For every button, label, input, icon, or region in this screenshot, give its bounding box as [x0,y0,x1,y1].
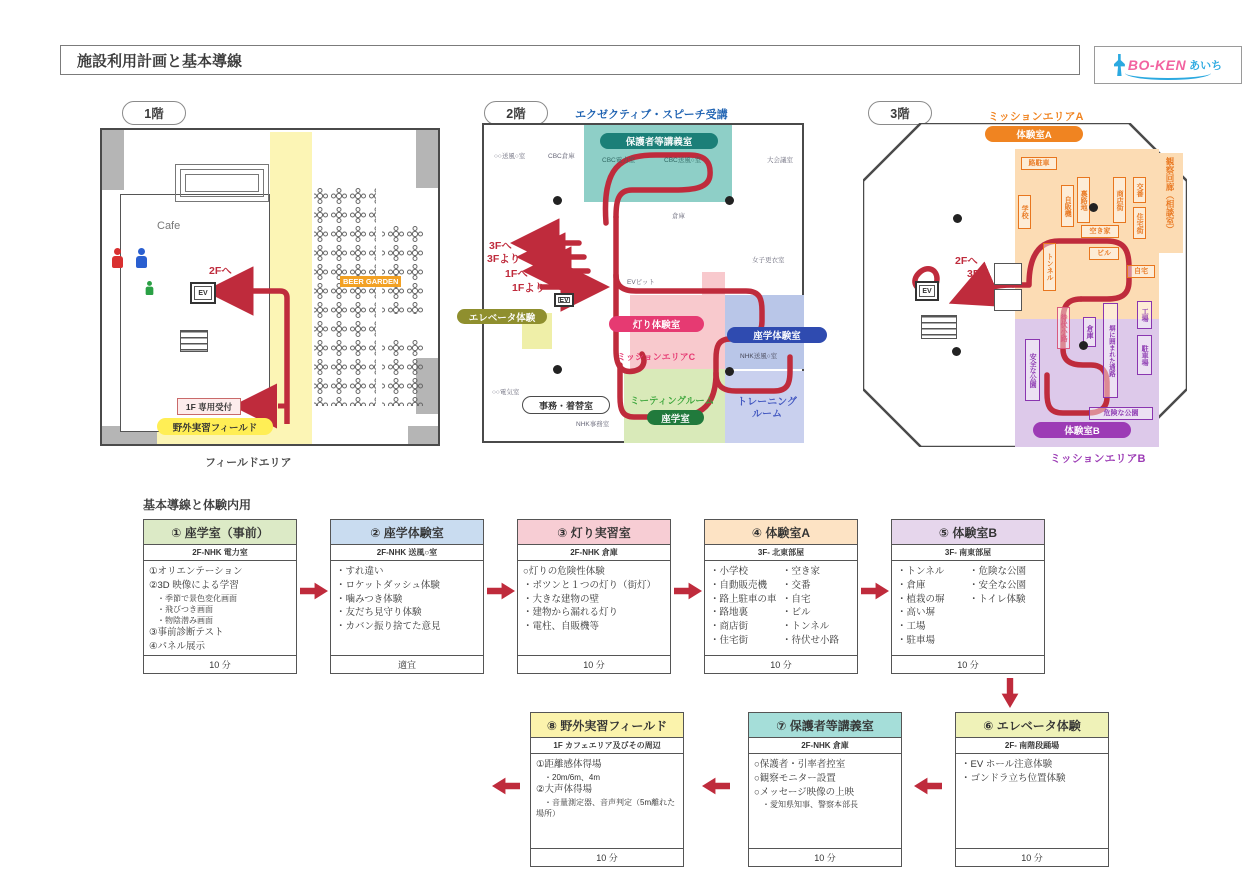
flow-arrow-right [487,581,515,601]
list-item: ・倉庫 [897,579,926,591]
mission-room: 空き家 [1081,225,1119,238]
flow-box-4 [704,519,858,674]
taiken-a-pill: 体験室A [985,126,1083,142]
mission-b-label: ミッションエリアB [1050,453,1146,465]
list-item: ・小学校 [710,566,749,577]
cafe-label: Cafe [157,220,181,232]
list-item: ①距離感体得場 [536,759,602,770]
junction-dot [1079,341,1088,350]
flow-box-col2 [782,565,852,651]
toilet-accessible-icon [146,281,154,295]
junction-dot [553,196,562,205]
flow-box-title: ③ 灯り実習室 [518,520,670,545]
from-3f-label: 3Fより [487,253,521,265]
list-item: ④パネル展示 [149,640,206,652]
flow-box-col1 [710,565,780,651]
mission-room: 住宅街 [1133,207,1146,239]
list-item: ・植栽の塀 [897,593,945,605]
room-label: ○○送風○室 [494,153,526,160]
list-item: ・飛びつき画面 [149,604,213,614]
flow-box-8 [530,712,684,867]
list-item: ・トンネル [897,566,945,577]
junction-dot [1089,203,1098,212]
field-area-label: フィールドエリア [205,457,292,469]
flow-box-items [749,754,901,848]
flow-arrow-left [492,776,520,796]
flow-box-title: ① 座学室（事前） [144,520,296,545]
mission-room: 安全な公園 [1025,339,1040,401]
flow-box-3 [517,519,671,674]
mission-room: 交番 [1133,177,1146,203]
mission-room: 路駐車 [1021,157,1057,170]
shaft-box [994,263,1022,285]
list-item: ・空き家 [782,566,821,577]
list-item: ・カバン振り捨てた意見 [336,621,441,633]
elevator-box: EV [190,282,216,304]
list-item: ・ロケットダッシュ体験 [336,579,440,591]
list-item: ・電柱、自販機等 [523,621,600,633]
flow-box-items [531,754,683,848]
jimu-pill: 事務・着替室 [522,396,610,414]
floor3-label: 3階 [868,101,932,125]
floor1-panel [85,96,457,486]
list-item: ・ゴンドラ立ち位置体験 [961,772,1066,784]
flow-arrow-left [914,776,942,796]
junction-dot [725,367,734,376]
floor1-plan [100,128,440,446]
list-item: ・工場 [897,621,926,633]
list-item: ・商店街 [710,621,749,633]
taiken-b-pill: 体験室B [1033,422,1131,438]
flow-box-title: ⑧ 野外実習フィールド [531,713,683,738]
junction-dot [553,365,562,374]
flow-box-2 [330,519,484,674]
toilet-women-icon [112,248,123,268]
to-3f-label: 3Fへ [967,268,990,280]
list-item: ・駐車場 [897,634,936,646]
flow-heading: 基本導線と体験内用 [143,498,252,512]
elevator-box: EV [554,293,574,307]
list-item: ・物陰潜み画面 [149,615,213,625]
beer-garden-label: BEER GARDEN [340,276,401,287]
floor2-label: 2階 [484,101,548,125]
room-label: NHK事務室 [576,421,610,428]
list-item: ・20m/6m、4m [536,772,601,782]
list-item: ・安全な公園 [969,579,1027,591]
mission-room: 待伏小路 [1057,307,1070,349]
flow-box-location: 2F-NHK 倉庫 [749,738,901,754]
to-2f-label: 2Fへ [955,255,978,267]
mission-c-label: ミッションエリアC [617,352,696,362]
to-1f-label: 1Fへ [505,268,528,280]
list-item: ○保護者・引率者控室 [754,759,846,770]
flow-box-location: 2F-NHK 電力室 [144,545,296,561]
flow-box-location: 3F- 南東部屋 [892,545,1044,561]
flow-box-location: 2F-NHK 倉庫 [518,545,670,561]
flow-box-6 [955,712,1109,867]
akari-pill: 灯り体験室 [609,316,704,332]
floor2-panel [460,96,845,476]
observation-corridor-label: 観察回廊（相談室） [1165,157,1175,234]
room-label: 女子更衣室 [752,257,785,264]
list-item: ・高い塀 [897,607,936,619]
room-label: CBC電力室 [602,157,636,164]
list-item: ・季節で景色変化画面 [149,593,237,603]
flow-box-location: 2F-NHK 送風○室 [331,545,483,561]
list-item: ・噛みつき体験 [336,593,403,605]
flow-arrow-down [1000,678,1020,708]
list-item: ・自宅 [782,593,811,605]
zagaku-taiken-pill: 座学体験室 [727,327,827,343]
to-2f-label: 2Fへ [209,265,232,277]
room-label: CBC倉庫 [548,153,575,160]
mission-room: 工場 [1137,301,1152,329]
list-item: ・路地裏 [710,607,749,619]
mission-room: 駐車場 [1137,335,1152,375]
flow-box-title: ⑤ 体験室B [892,520,1044,545]
flow-box-duration: 10 分 [144,655,296,673]
flow-box-duration: 適宜 [331,655,483,673]
list-item: ・待伏せ小路 [782,634,840,646]
flow-box-title: ④ 体験室A [705,520,857,545]
list-item: ・大きな建物の壁 [523,593,600,605]
floor3-plan [863,123,1187,447]
meeting-room-label: ミーティングルーム [630,396,715,407]
flow-box-duration: 10 分 [956,848,1108,866]
stairs-hatch [921,315,957,339]
list-item: ・愛知県知事、警察本部長 [754,800,858,810]
list-item: ①オリエンテーション [149,566,243,577]
from-1f-label: 1Fより [512,282,546,294]
room-label: 大会議室 [767,157,793,164]
list-item: ・危険な公園 [969,566,1027,577]
flow-box-col1 [897,565,967,651]
mission-room: 裏路地 [1077,177,1090,223]
list-item: ・交番 [782,579,811,591]
flow-box-duration: 10 分 [531,848,683,866]
training-room-label [734,397,800,421]
list-item: ・建物から漏れる灯り [523,607,619,619]
logo-swoosh [1125,66,1211,80]
mission-room: 危険な公園 [1089,407,1153,420]
junction-dot [953,214,962,223]
mission-room: 倉庫 [1083,317,1096,347]
flow-box-col2 [969,565,1039,651]
flow-box-items [705,561,857,655]
room-label: EVピット [627,279,655,286]
list-item: ・音量測定器、音声判定（5m離れた場所） [536,797,676,818]
elevator-box: EV [915,281,939,301]
floor2-title: エクゼクティブ・スピーチ受講 [575,109,728,121]
room-label: CBC送風○室 [664,157,702,164]
list-item: ・ビル [782,607,811,619]
mission-room: 塀に囲まれた通路 [1103,303,1118,398]
list-item: ・住宅街 [710,634,749,646]
list-item: ○灯りの危険性体験 [523,566,605,577]
zagaku-pill: 座学室 [647,410,704,425]
flow-box-duration: 10 分 [518,655,670,673]
list-item: ・路上駐車の車 [710,593,777,605]
room-label: 倉庫 [672,213,685,220]
hogosha-pill: 保護者等講義室 [600,133,718,149]
flow-arrow-left [702,776,730,796]
flow-box-7 [748,712,902,867]
flow-box-items [956,754,1108,848]
floor3-panel [848,96,1248,481]
to-3f-label: 3Fへ [489,240,512,252]
logo-text-sub: あいち [1189,60,1223,72]
floor1-label: 1階 [122,101,186,125]
reception-label: 1F 専用受付 [177,398,241,415]
list-item: ○メッセージ映像の上映 [754,786,855,798]
flow-box-items [892,561,1044,655]
page-title: 施設利用計画と基本導線 [60,45,1080,75]
flow-box-items [331,561,483,655]
room-label: ○○電気室 [492,389,520,396]
mission-room: ビル [1089,247,1119,260]
list-item: ・友だち見守り体験 [336,607,422,619]
flow-arrow-right [861,581,889,601]
list-item: ○観察モニター設置 [754,772,836,784]
junction-dot [725,196,734,205]
list-item: ③事前診断テスト [149,627,224,639]
mission-room: 自宅 [1127,265,1155,278]
mission-a-label: ミッションエリアA [988,111,1084,123]
flow-box-items [518,561,670,655]
logo-tower-icon [1114,54,1125,76]
junction-dot [952,347,961,356]
flow-box-location: 1F カフェエリア及びその周辺 [531,738,683,754]
toilet-men-icon [136,248,147,268]
room-label: NHK送風○室 [740,353,778,360]
flow-box-5 [891,519,1045,674]
logo [1094,46,1242,84]
list-item: ②3D 映像による学習 [149,579,239,591]
shaft-box [994,289,1022,311]
logo-text-main: BO-KEN [1127,57,1187,73]
flow-box-location: 3F- 北東部屋 [705,545,857,561]
mission-room: トンネル [1043,243,1056,291]
list-item: ・すれ違い [336,566,384,577]
list-item: ②大声体得場 [536,783,593,795]
list-item: ・トンネル [782,621,830,633]
list-item: ・ポツンと１つの灯り（街灯） [523,579,657,591]
training-line1: トレーニング [737,397,797,408]
flow-box-title: ② 座学体験室 [331,520,483,545]
elevator-taiken-pill: エレベータ体験 [457,309,547,324]
flow-box-items [144,561,296,655]
flow-box-duration: 10 分 [705,655,857,673]
flow-box-1 [143,519,297,674]
flow-arrow-right [674,581,702,601]
flow-box-title: ⑥ エレベータ体験 [956,713,1108,738]
mission-room: 商店街 [1113,177,1126,223]
flow-box-duration: 10 分 [749,848,901,866]
list-item: ・EV ホール注意体験 [961,759,1053,770]
flow-box-duration: 10 分 [892,655,1044,673]
training-line2: ルーム [752,409,782,420]
flow-box-location: 2F- 南階段踊場 [956,738,1108,754]
list-item: ・トイレ体験 [969,593,1026,605]
list-item: ・自動販売機 [710,579,768,591]
outdoor-field-label: 野外実習フィールド [157,418,273,435]
mission-room: 自販機 [1061,185,1074,227]
flow-box-title: ⑦ 保護者等講義室 [749,713,901,738]
mission-room: 学校 [1018,195,1031,229]
flow-arrow-right [300,581,328,601]
floor2-plan [468,123,804,443]
